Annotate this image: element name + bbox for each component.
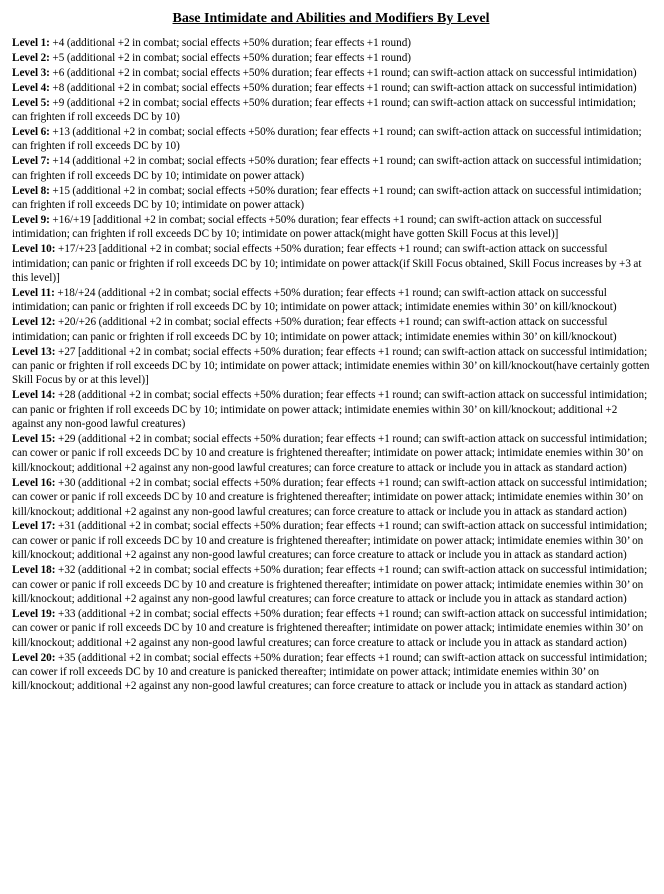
level-label: Level 20: <box>12 651 56 664</box>
level-entry <box>12 213 650 242</box>
level-description: +14 (additional +2 in combat; social effects +50% duration; fear effects +1 round; can swift-action attack on successful intimidation; can frighten if roll exceeds DC by 10; intimidate on power attack) <box>12 155 642 182</box>
level-entry <box>12 432 650 475</box>
level-label: Level 6: <box>12 125 50 138</box>
level-entry <box>12 242 650 285</box>
level-description: +29 (additional +2 in combat; social effects +50% duration; fear effects +1 round; can swift-action attack on successful intimidation; can cower or panic if roll exceeds DC by 10 and creature is frightened thereafter; intimidate on power attack; intimidate enemies within 30’ on kill/knockout; additional +2 against any non-good lawful creatures; can force creature to attack or include you in attack as standard action) <box>12 432 648 474</box>
level-label: Level 12: <box>12 316 56 329</box>
level-entry <box>12 315 650 344</box>
level-description: +31 (additional +2 in combat; social effects +50% duration; fear effects +1 round; can swift-action attack on successful intimidation; can cower or panic if roll exceeds DC by 10 and creature is frightened thereafter; intimidate on power attack; intimidate enemies within 30’ on kill/knockout; additional +2 against any non-good lawful creatures; can force creature to attack or include you in attack as standard action) <box>12 520 648 562</box>
level-entry <box>12 286 650 315</box>
level-label: Level 9: <box>12 213 50 226</box>
level-entry-list <box>12 36 650 694</box>
level-description: +8 (additional +2 in combat; social effects +50% duration; fear effects +1 round; can swift-action attack on successful intimidation) <box>49 81 637 94</box>
level-label: Level 10: <box>12 243 56 256</box>
level-description: +15 (additional +2 in combat; social effects +50% duration; fear effects +1 round; can swift-action attack on successful intimidation; can frighten if roll exceeds DC by 10; intimidate on power attack) <box>12 184 642 211</box>
level-entry <box>12 476 650 519</box>
level-entry <box>12 96 650 125</box>
level-label: Level 19: <box>12 607 56 620</box>
level-description: +6 (additional +2 in combat; social effects +50% duration; fear effects +1 round; can swift-action attack on successful intimidation) <box>49 66 637 79</box>
level-description: +17/+23 [additional +2 in combat; social effects +50% duration; fear effects +1 round; can swift-action attack on successful intimidation; can panic or frighten if roll exceeds DC by 10; intimidate on power attack(if Skill Focus obtained, Skill Focus increases by +3 at this level)] <box>12 243 642 284</box>
level-label: Level 16: <box>12 476 56 489</box>
level-entry <box>12 519 650 562</box>
level-entry <box>12 81 650 95</box>
level-description: +18/+24 (additional +2 in combat; social effects +50% duration; fear effects +1 round; can swift-action attack on successful intimidation; can panic or frighten if roll exceeds DC by 10; intimidate on power attack; intimidate enemies within 30’ on kill/knockout) <box>12 286 617 314</box>
level-label: Level 1: <box>12 37 50 49</box>
level-label: Level 11: <box>12 286 55 299</box>
level-description: +32 (additional +2 in combat; social effects +50% duration; fear effects +1 round; can swift-action attack on successful intimidation; can cower or panic if roll exceeds DC by 10 and creature is frightened thereafter; intimidate on power attack; intimidate enemies within 30’ on kill/knockout; additional +2 against any non-good lawful creatures; can force creature to attack or include you in attack as standard action) <box>12 564 648 605</box>
level-label: Level 14: <box>12 389 56 402</box>
level-description: +9 (additional +2 in combat; social effects +50% duration; fear effects +1 round; can swift-action attack on successful intimidation; can frighten if roll exceeds DC by 10) <box>12 96 637 124</box>
level-label: Level 2: <box>12 51 50 64</box>
level-entry <box>12 51 650 65</box>
level-entry <box>12 154 650 183</box>
level-entry <box>12 345 650 388</box>
level-description: +20/+26 (additional +2 in combat; social effects +50% duration; fear effects +1 round; can swift-action attack on successful intimidation; can panic or frighten if roll exceeds DC by 10; intimidate on power attack; intimidate enemies within 30’ on kill/knockout) <box>12 316 617 343</box>
level-entry <box>12 651 650 694</box>
level-entry <box>12 184 650 213</box>
level-description: +33 (additional +2 in combat; social effects +50% duration; fear effects +1 round; can swift-action attack on successful intimidation; can cower or panic if roll exceeds DC by 10 and creature is frightened thereafter; intimidate on power attack; intimidate enemies within 30’ on kill/knockout; additional +2 against any non-good lawful creatures; can force creature to attack or include you in attack as standard action) <box>12 607 648 649</box>
document-title: Base Intimidate and Abilities and Modifiers By Level <box>172 11 490 26</box>
level-entry <box>12 563 650 606</box>
level-description: +16/+19 [additional +2 in combat; social effects +50% duration; fear effects +1 round; can swift-action attack on successful intimidation; can frighten if roll exceeds DC by 10; intimidate on power attack(might have gotten Skill Focus at this level)] <box>12 213 602 241</box>
level-description: +27 [additional +2 in combat; social effects +50% duration; fear effects +1 round; can swift-action attack on successful intimidation; can panic or frighten if roll exceeds DC by 10; intimidate on power attack; intimidate enemies within 30’ on kill/knockout(have certainly gotten Skill Focus by or at this level)] <box>12 345 650 387</box>
level-description: +13 (additional +2 in combat; social effects +50% duration; fear effects +1 round; can swift-action attack on successful intimidation; can frighten if roll exceeds DC by 10) <box>12 125 642 153</box>
level-label: Level 7: <box>12 155 50 168</box>
level-label: Level 18: <box>12 564 56 577</box>
level-entry <box>12 36 650 50</box>
level-label: Level 5: <box>12 96 50 109</box>
level-entry <box>12 388 650 431</box>
level-label: Level 15: <box>12 432 56 445</box>
level-entry <box>12 607 650 650</box>
level-description: +35 (additional +2 in combat; social effects +50% duration; fear effects +1 round; can swift-action attack on successful intimidation; can cower if roll exceeds DC by 10 and creature is panicked thereafter; intimidate on power attack; intimidate enemies within 30’ on kill/knockout; additional +2 against any non-good lawful creatures; can force creature to attack or include you in attack as standard action) <box>12 651 648 693</box>
level-description: +4 (additional +2 in combat; social effects +50% duration; fear effects +1 round) <box>49 37 412 49</box>
level-entry <box>12 125 650 154</box>
level-description: +28 (additional +2 in combat; social effects +50% duration; fear effects +1 round; can swift-action attack on successful intimidation; can panic or frighten if roll exceeds DC by 10; intimidate on power attack; intimidate enemies within 30’ on kill/knockout; additional +2 against any non-good lawful creatures) <box>12 389 648 431</box>
level-entry <box>12 66 650 80</box>
level-label: Level 4: <box>12 81 50 94</box>
level-label: Level 8: <box>12 184 50 197</box>
level-label: Level 3: <box>12 66 50 79</box>
level-description: +30 (additional +2 in combat; social effects +50% duration; fear effects +1 round; can swift-action attack on successful intimidation; can cower or panic if roll exceeds DC by 10 and creature is frightened thereafter; intimidate on power attack; intimidate enemies within 30’ on kill/knockout; additional +2 against any non-good lawful creatures; can force creature to attack or include you in attack as standard action) <box>12 476 648 518</box>
level-label: Level 17: <box>12 520 56 533</box>
level-description: +5 (additional +2 in combat; social effects +50% duration; fear effects +1 round) <box>49 51 412 64</box>
level-label: Level 13: <box>12 345 56 358</box>
